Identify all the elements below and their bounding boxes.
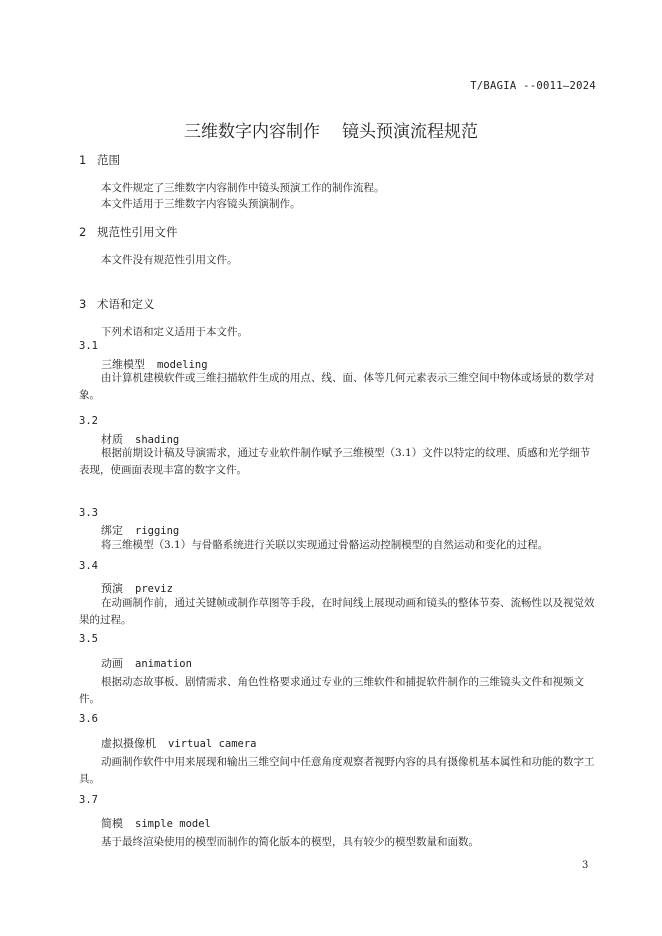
term-en: animation [135, 658, 192, 670]
paragraph: 下列术语和定义适用于本文件。 [101, 326, 248, 338]
term-number: 3.2 [79, 415, 98, 427]
paragraph: 本文件规定了三维数字内容制作中镜头预演工作的制作流程。 [101, 182, 385, 194]
section-heading-terms [79, 296, 155, 312]
page-number: 3 [582, 860, 589, 871]
term-name [101, 735, 257, 751]
term-name [101, 655, 192, 671]
term-definition: 根据前期设计稿及导演需求，通过专业软件制作赋予三维模型（3.1）文件以特定的纹理、质感和光学细节表现，使画面表现丰富的数字文件。 [79, 447, 591, 476]
term-definition: 根据动态故事板、剧情需求、角色性格要求通过专业的三维软件和捕捉软件制作的三维镜头文件和视频文件。 [79, 676, 584, 705]
term-name [101, 815, 211, 831]
term-zh: 绑定 [101, 524, 123, 537]
section-title: 范围 [97, 153, 120, 167]
term-number: 3.1 [79, 340, 98, 352]
section-number: 3 [79, 297, 87, 311]
document-number: T/BAGIA --0011—2024 [470, 80, 596, 92]
section-heading-normative-references [79, 224, 178, 240]
term-en: simple model [135, 818, 211, 830]
term-number: 3.5 [79, 633, 98, 645]
section-heading-scope [79, 152, 120, 168]
term-definition: 在动画制作前，通过关键帧或制作草图等手段，在时间线上展现动画和镜头的整体节奏、流畅性以及视觉效果的过程。 [79, 597, 595, 626]
section-title: 术语和定义 [97, 297, 155, 311]
term-zh: 简模 [101, 817, 123, 830]
term-definition: 将三维模型（3.1）与骨骼系统进行关联以实现通过骨骼运动控制模型的自然运动和变化的过程。 [101, 539, 549, 551]
section-number: 2 [79, 225, 87, 239]
paragraph: 本文件没有规范性引用文件。 [101, 254, 238, 266]
title-part-2: 镜头预演流程规范 [342, 122, 478, 142]
section-title: 规范性引用文件 [97, 225, 178, 239]
paragraph: 本文件适用于三维数字内容镜头预演制作。 [101, 198, 301, 210]
term-definition: 基于最终渲染使用的模型而制作的简化版本的模型，具有较少的模型数量和面数。 [101, 836, 479, 848]
term-name [101, 580, 173, 596]
term-number: 3.6 [79, 713, 98, 725]
term-number: 3.3 [79, 507, 98, 519]
term-zh: 预演 [101, 582, 123, 595]
section-number: 1 [79, 153, 87, 167]
term-en: modeling [157, 359, 208, 371]
term-zh: 三维模型 [101, 358, 145, 371]
term-zh: 虚拟摄像机 [101, 737, 156, 750]
term-name [101, 522, 179, 538]
term-zh: 材质 [101, 433, 123, 446]
term-en: virtual camera [168, 738, 257, 750]
term-en: rigging [135, 525, 180, 537]
term-en: previz [135, 583, 173, 595]
title-part-1: 三维数字内容制作 [184, 122, 320, 142]
term-definition: 由计算机建模软件或三维扫描软件生成的用点、线、面、体等几何元素表示三维空间中物体或场景的数学对象。 [79, 372, 595, 401]
term-zh: 动画 [101, 657, 123, 670]
term-number: 3.4 [79, 560, 98, 572]
term-number: 3.7 [79, 794, 98, 806]
document-title [0, 117, 662, 142]
term-definition: 动画制作软件中用来展现和输出三维空间中任意角度观察者视野内容的具有摄像机基本属性和功能的数字工具。 [79, 756, 595, 785]
term-en: shading [135, 434, 180, 446]
